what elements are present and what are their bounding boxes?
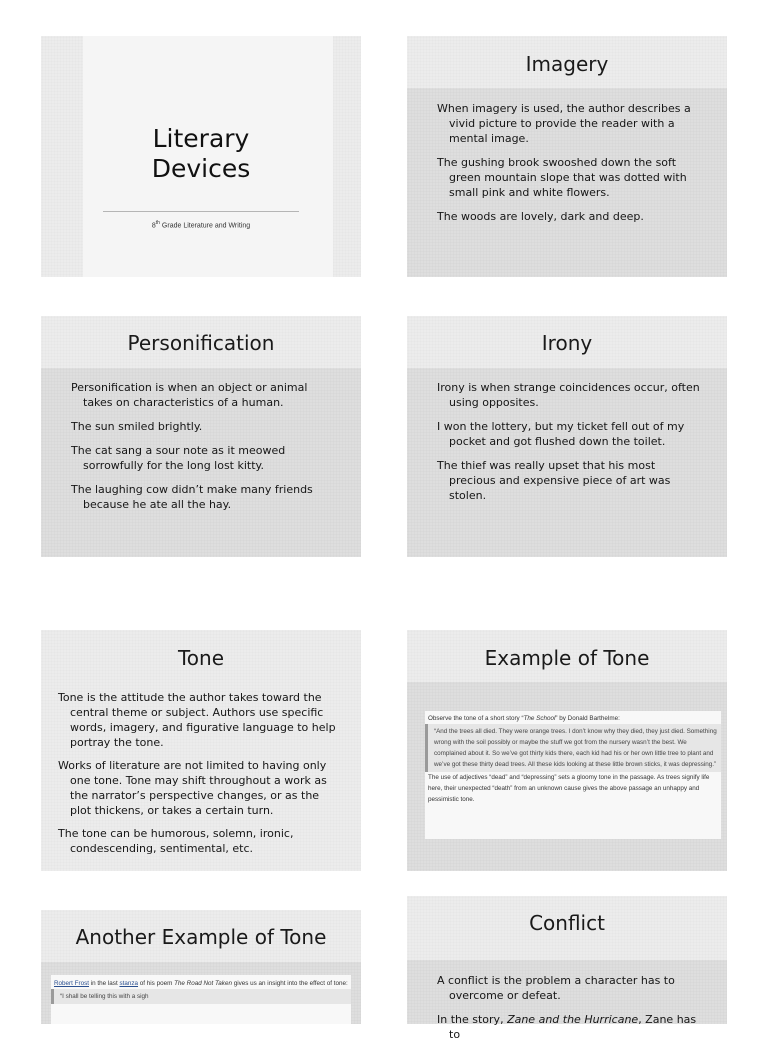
paragraph-partial [437, 1012, 705, 1042]
paragraph-list [71, 380, 339, 521]
paragraph: The cat sang a sour note as it meowed sorrowfully for the long lost kitty. [71, 444, 286, 472]
paragraph-list [437, 101, 705, 233]
article-intro [51, 975, 351, 989]
partial-text: , Zane has to [449, 1013, 697, 1041]
intro-text: Observe the tone of a short story “ [428, 715, 524, 722]
paragraph: The thief was really upset that his most precious and expensive piece of art was stolen. [437, 459, 671, 502]
story-title: Zane and the Hurricane [507, 1013, 639, 1026]
subtitle-ordinal: th [155, 220, 160, 226]
slide-example-of-tone [407, 630, 727, 871]
content-panel [407, 88, 727, 277]
paragraph: Personification is when an object or animal takes on characteristics of a human. [71, 381, 308, 409]
subtitle-grade-number: 8 [151, 222, 156, 230]
paragraph: Tone is the attitude the author takes toward the central theme or subject. Authors use specific words, imagery, and figurative language to help portray the tone. [58, 691, 336, 749]
author-link[interactable]: Robert Frost [54, 980, 89, 987]
poem-quote: “I shall be telling this with a sigh [51, 989, 351, 1004]
intro-text: in the last [89, 980, 120, 987]
slide-title: Another Example of Tone [75, 925, 327, 949]
paragraph-list [437, 380, 705, 512]
content-panel [407, 960, 727, 1041]
slide-title: Conflict [529, 911, 605, 935]
title-divider [103, 211, 299, 212]
embedded-article-screenshot [51, 975, 351, 1024]
paragraph: The woods are lovely, dark and deep. [437, 210, 644, 223]
paragraph: I won the lottery, but my ticket fell out of my pocket and got flushed down the toilet. [437, 420, 685, 448]
paragraph-list [58, 690, 343, 864]
paragraph: The sun smiled brightly. [71, 420, 203, 433]
slide-another-example-of-tone [41, 910, 361, 1024]
intro-text: gives us an insight into the effect of tone: [231, 980, 348, 987]
paragraph: The gushing brook swooshed down the soft green mountain slope that was dotted with small pink and white flowers. [437, 156, 687, 199]
paragraph: The tone can be humorous, solemn, ironic, condescending, sentimental, etc. [58, 827, 294, 855]
paragraph: Irony is when strange coincidences occur, often using opposites. [437, 381, 700, 409]
content-panel [41, 368, 361, 557]
paragraph: When imagery is used, the author describes a vivid picture to provide the reader with a mental image. [437, 102, 691, 145]
story-title: The School [523, 715, 556, 722]
stanza-link[interactable]: stanza [119, 980, 139, 987]
paragraph: A conflict is the problem a character has to overcome or defeat. [437, 974, 675, 1002]
slide-imagery [407, 36, 727, 277]
presentation-title: Literary Devices [151, 124, 251, 183]
paragraph-list [437, 973, 705, 1051]
slide-title: Example of Tone [484, 646, 650, 670]
intro-text: of his poem [138, 980, 175, 987]
slide-title: Tone [177, 646, 225, 670]
content-panel [41, 962, 361, 1024]
intro-author: ” by Donald Barthelme: [555, 715, 620, 722]
presentation-subtitle [41, 220, 361, 229]
embedded-article-screenshot [425, 711, 721, 839]
slide-title-page [41, 36, 361, 277]
paragraph: The laughing cow didn’t make many friends because he ate all the hay. [71, 483, 313, 511]
subtitle-text: Grade Literature and Writing [159, 222, 251, 230]
slide-conflict [407, 896, 727, 1041]
slide-title: Imagery [525, 52, 609, 76]
partial-text: In the story, [437, 1013, 508, 1026]
content-panel [407, 368, 727, 557]
article-analysis: The use of adjectives “dead” and “depressing” sets a gloomy tone in the passage. As trees signify life here, their unexpected “death” from an unknown cause gives the above passage an unhappy and pessimistic tone. [428, 774, 710, 803]
content-panel [407, 682, 727, 871]
article-intro [425, 711, 721, 724]
slide-title: Personification [127, 331, 275, 355]
slide-personification [41, 316, 361, 557]
poem-title: The Road Not Taken [174, 980, 232, 987]
paragraph: Works of literature are not limited to having only one tone. Tone may shift throughout a work as the narrator’s perspective changes, or as the plot thickens, or takes a certain turn. [58, 759, 327, 817]
slide-tone [41, 630, 361, 871]
story-quote: “And the trees all died. They were orange trees. I don’t know why they died, they just died. Something wrong with the soil possibly or maybe the stuff we got from the nursery wasn’t the best. We complained about it. So we’ve got thirty kids there, each kid had his or her own little tree to plant and we’ve got these thirty dead trees. All these kids looking at these little brown sticks, it was depressing.” [425, 724, 721, 772]
slide-irony [407, 316, 727, 557]
slide-title: Irony [541, 331, 593, 355]
